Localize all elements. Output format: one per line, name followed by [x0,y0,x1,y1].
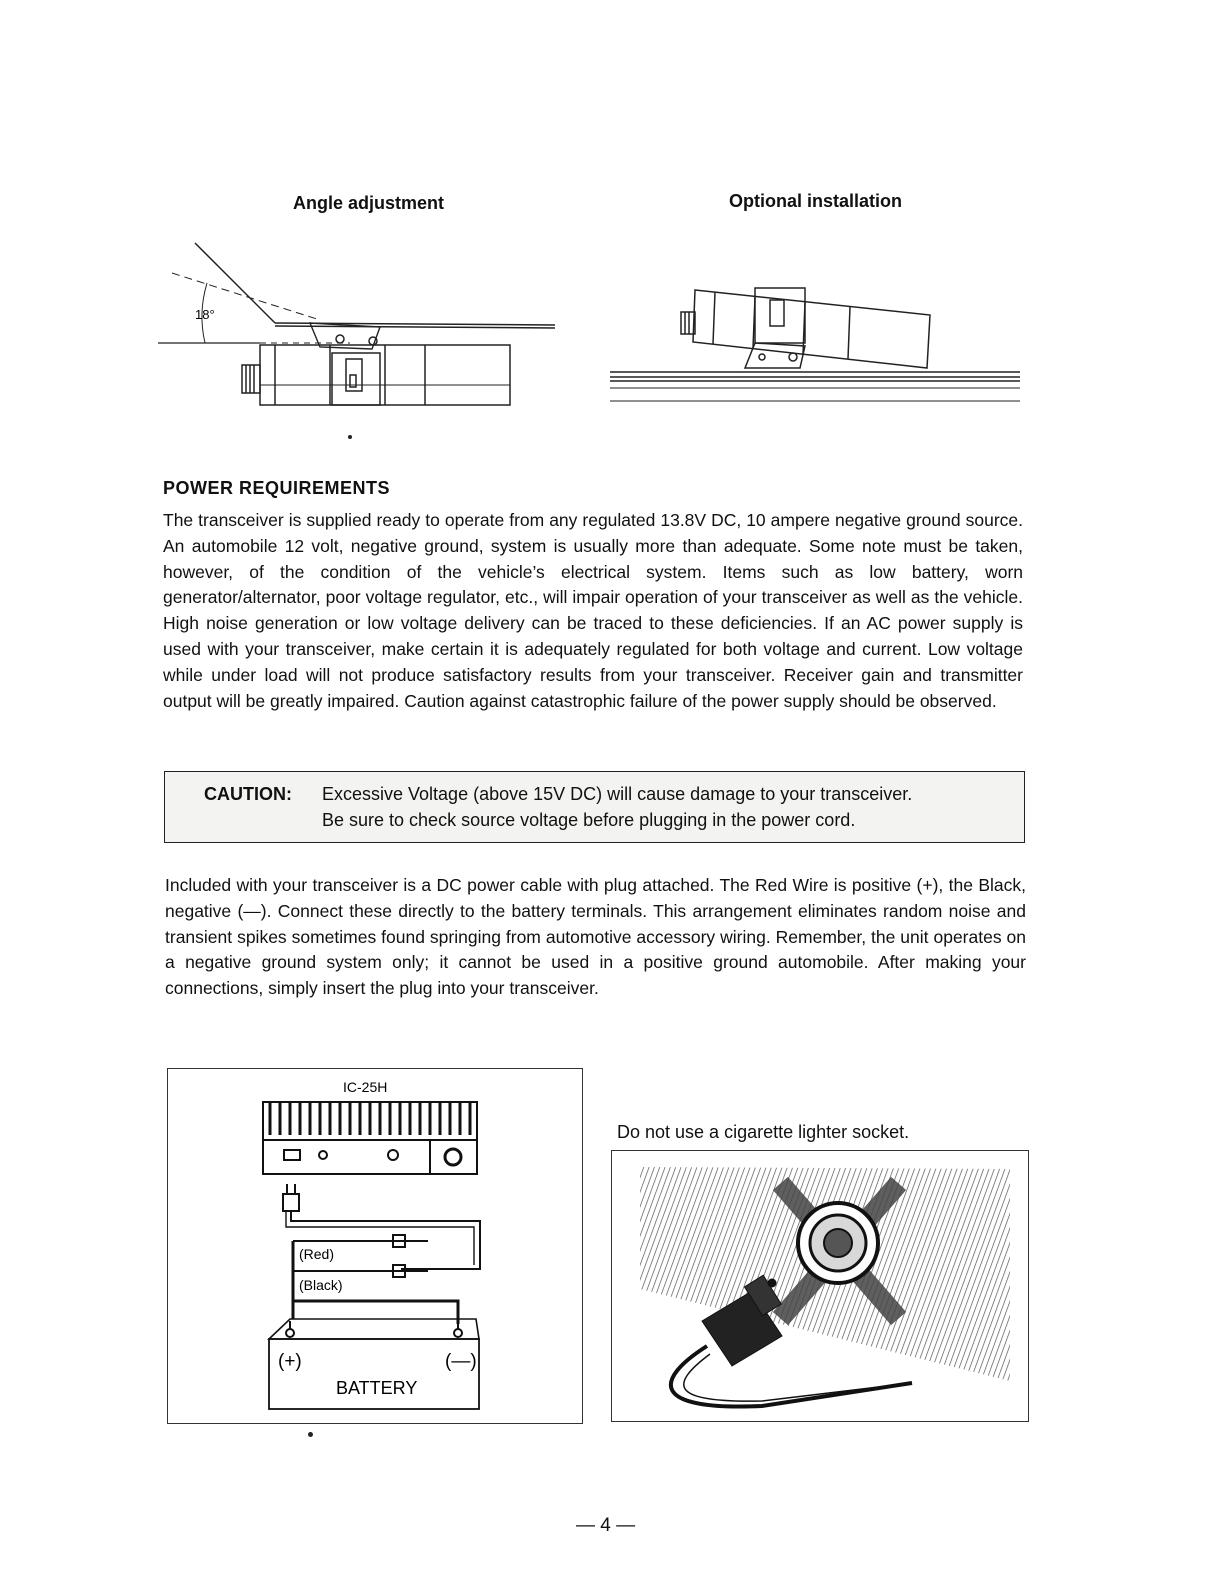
dc-cable-paragraph: Included with your transceiver is a DC power cable with plug attached. The Red Wire is positive (+), the Black, negative (—). Connect these directly to the battery terminals. This arrangement eliminates random noise and transient spikes sometimes found springing from automotive accessory wiring. Remember, the unit operates on a negative ground system only; it cannot be used in a positive ground automobile. After making your connections, simply insert the plug into your transceiver. [165,875,1026,999]
caution-line-2: Be sure to check source voltage before plugging in the power cord. [322,810,856,830]
page-number: — 4 — [576,1515,636,1536]
red-wire-label: (Red) [299,1246,335,1262]
wiring-diagram [168,1069,582,1423]
optional-installation-title: Optional installation [729,191,903,211]
angle-value-label: 18° [195,307,215,322]
dot-mark [308,1432,313,1437]
caution-line-1: Excessive Voltage (above 15V DC) will cause damage to your transceiver. [322,784,913,804]
battery-label: BATTERY [336,1378,418,1398]
caution-box [164,771,1025,843]
battery-positive-label: (+) [278,1351,302,1372]
power-requirements-heading: POWER REQUIREMENTS [163,478,391,498]
model-label: IC-25H [343,1079,388,1095]
angle-adjustment-illustration [150,235,570,450]
cigarette-lighter-note: Do not use a cigarette lighter socket. [617,1122,910,1142]
cigarette-lighter-box [611,1150,1029,1422]
battery-negative-label: (—) [445,1351,477,1372]
optional-installation-illustration [605,280,1025,410]
power-requirements-paragraph: The transceiver is supplied ready to operate from any regulated 13.8V DC, 10 ampere negative ground source. An automobile 12 volt, negative ground, system is usually more than adequate. Some note must be taken, however, of the condition of the vehicle’s electrical system. Items such as low battery, worn generator/alternator, poor voltage regulator, etc., will impair operation of your transceiver as well as the vehicle. High noise generation or low voltage delivery can be traced to these deficiencies. If an AC power supply is used with your transceiver, make certain it is adequately regulated for both voltage and current. Low voltage while under load will not produce satisfactory results from your transceiver. Receiver gain and transmitter output will be greatly impaired. Caution against catastrophic failure of the power supply should be observed. [163,510,1023,711]
caution-label: CAUTION: [204,784,292,804]
angle-adjustment-title: Angle adjustment [293,193,445,213]
black-wire-label: (Black) [299,1277,343,1293]
wiring-diagram-box [167,1068,583,1424]
cigarette-lighter-illustration [612,1151,1028,1421]
